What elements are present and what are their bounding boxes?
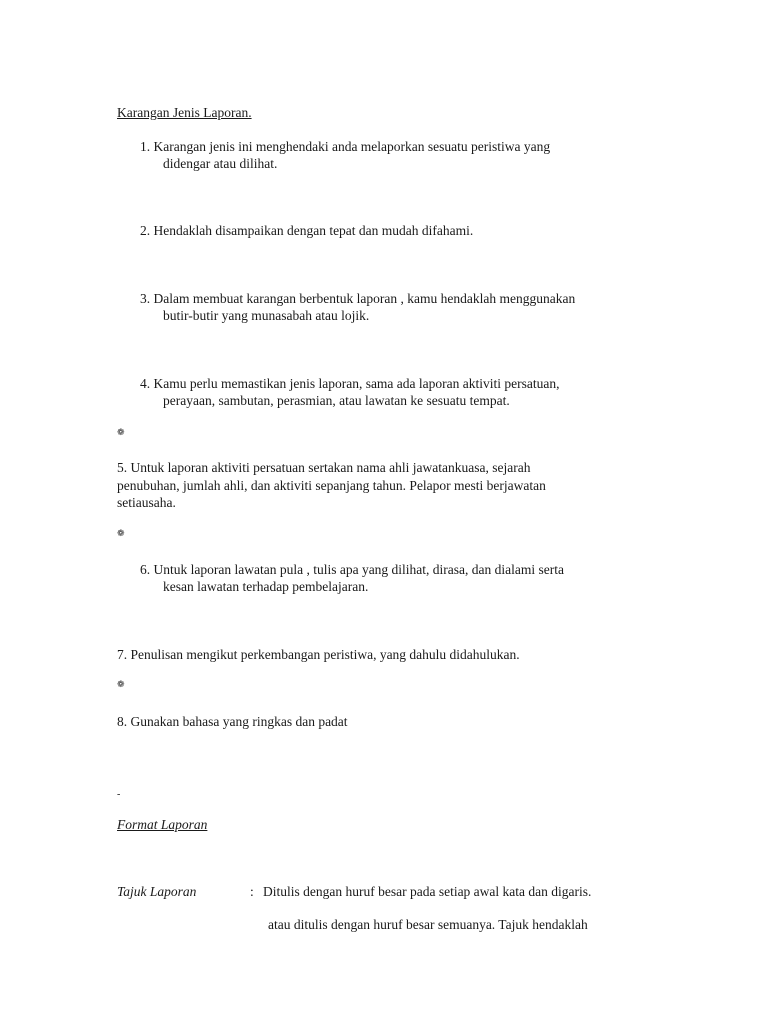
- list-item-5-line2: penubuhan, jumlah ahli, dan aktiviti sepanjang tahun. Pelapor mesti berjawatan: [117, 478, 546, 493]
- list-item-1-line2: didengar atau dilihat.: [163, 156, 278, 171]
- list-item-4-line2: perayaan, sambutan, perasmian, atau lawatan ke sesuatu tempat.: [163, 393, 510, 408]
- tajuk-text-line2: atau ditulis dengan huruf besar semuanya. Tajuk hendaklah: [268, 917, 588, 932]
- tajuk-colon: :: [250, 884, 254, 899]
- dash-mark: -: [117, 789, 121, 800]
- list-item-6-line1: 6. Untuk laporan lawatan pula , tulis apa yang dilihat, dirasa, dan dialami serta: [140, 562, 564, 577]
- list-item-3-line1: 3. Dalam membuat karangan berbentuk laporan , kamu hendaklah menggunakan: [140, 291, 576, 306]
- list-item-5-line3: setiausaha.: [117, 495, 176, 510]
- tajuk-label: Tajuk Laporan: [117, 884, 197, 899]
- list-item-8: 8. Gunakan bahasa yang ringkas dan padat: [117, 714, 348, 729]
- list-item-5-line1: 5. Untuk laporan aktiviti persatuan sertakan nama ahli jawatankuasa, sejarah: [117, 460, 531, 475]
- document-title: Karangan Jenis Laporan.: [117, 105, 252, 120]
- flower-bullet-icon: ❁: [117, 427, 125, 437]
- tajuk-text-line1: Ditulis dengan huruf besar pada setiap awal kata dan digaris.: [263, 884, 592, 899]
- flower-bullet-icon: ❁: [117, 528, 125, 538]
- list-item-1-line1: 1. Karangan jenis ini menghendaki anda melaporkan sesuatu peristiwa yang: [140, 139, 551, 154]
- section-heading-format: Format Laporan: [117, 817, 208, 832]
- flower-bullet-icon: ❁: [117, 679, 125, 689]
- list-item-7: 7. Penulisan mengikut perkembangan peristiwa, yang dahulu didahulukan.: [117, 647, 520, 662]
- list-item-6-line2: kesan lawatan terhadap pembelajaran.: [163, 579, 369, 594]
- list-item-2-line1: 2. Hendaklah disampaikan dengan tepat dan mudah difahami.: [140, 223, 474, 238]
- list-item-4-line1: 4. Kamu perlu memastikan jenis laporan, sama ada laporan aktiviti persatuan,: [140, 376, 560, 391]
- list-item-3-line2: butir-butir yang munasabah atau lojik.: [163, 308, 370, 323]
